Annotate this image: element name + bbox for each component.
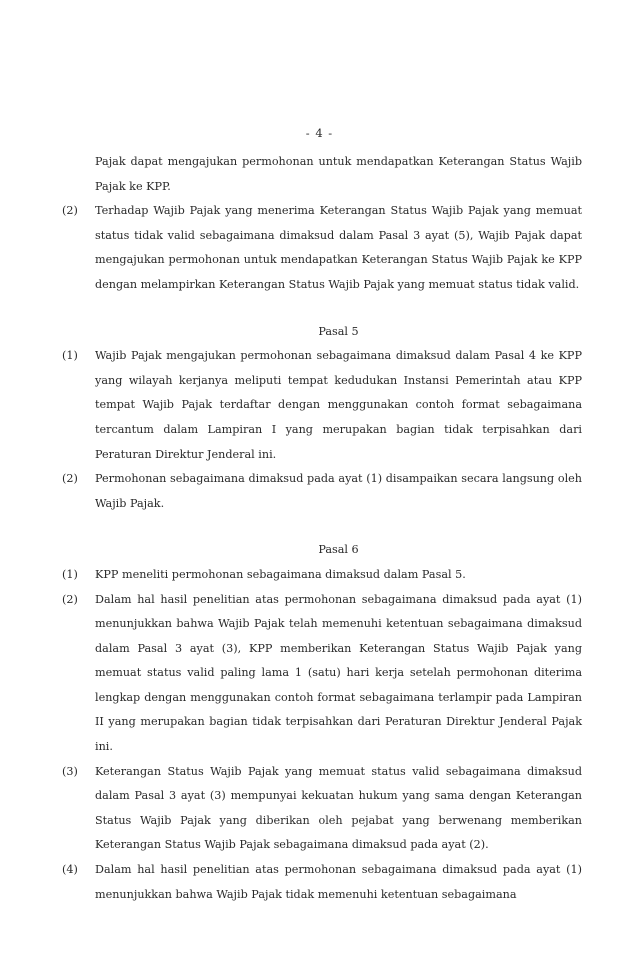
document-body: [62, 150, 582, 907]
paragraph-number: (1): [62, 567, 78, 581]
paragraph-text: Dalam hal hasil penelitian atas permohonan sebagaimana dimaksud pada ayat (1) menunjukkan bahwa Wajib Pajak telah memenuhi ketentuan sebagaimana dimaksud dalam Pasal 3 ayat (3), KPP memberikan Keterangan Status Wajib Pajak yang memuat status valid paling lama 1 (satu) hari kerja setelah permohonan diterima lengkap dengan menggunakan contoh format sebagaimana terlampir pada Lampiran II yang merupakan bagian tidak terpisahkan dari Peraturan Direktur Jenderal Pajak ini.: [95, 592, 582, 754]
paragraph-text: Keterangan Status Wajib Pajak yang memuat status valid sebagaimana dimaksud dalam Pasal 3 ayat (3) mempunyai kekuatan hukum yang sama dengan Keterangan Status Wajib Pajak yang diberikan oleh pejabat yang berwenang memberikan Keterangan Status Wajib Pajak sebagaimana dimaksud pada ayat (2).: [95, 764, 582, 852]
section-heading-pasal-5: Pasal 5: [318, 324, 359, 338]
paragraph-text: Dalam hal hasil penelitian atas permohonan sebagaimana dimaksud pada ayat (1) menunjukkan bahwa Wajib Pajak tidak memenuhi ketentuan sebagaimana: [95, 863, 582, 901]
paragraph-number: (1): [62, 349, 78, 363]
paragraph-item: [62, 588, 582, 760]
intro-text: Pajak dapat mengajukan permohonan untuk mendapatkan Keterangan Status Wajib Pajak ke KPP.: [95, 155, 582, 193]
section-heading-pasal-6: Pasal 6: [318, 543, 359, 557]
paragraph-number: (3): [62, 764, 78, 778]
page-number: - 4 -: [305, 126, 334, 140]
intro-paragraph: [62, 150, 582, 199]
paragraph-number: (2): [62, 204, 78, 218]
paragraph-item: [62, 199, 582, 297]
paragraph-number: (2): [62, 472, 78, 486]
paragraph-item: [62, 760, 582, 858]
paragraph-item: [62, 344, 582, 467]
paragraph-item: [62, 467, 582, 516]
paragraph-text: KPP meneliti permohonan sebagaimana dimaksud dalam Pasal 5.: [95, 567, 466, 581]
paragraph-text: Terhadap Wajib Pajak yang menerima Keterangan Status Wajib Pajak yang memuat status tidak valid sebagaimana dimaksud dalam Pasal 3 ayat (5), Wajib Pajak dapat mengajukan permohonan untuk mendapatkan Keterangan Status Wajib Pajak ke KPP dengan melampirkan Keterangan Status Wajib Pajak yang memuat status tidak valid.: [95, 204, 582, 291]
paragraph-number: (2): [62, 592, 78, 606]
paragraph-item: [62, 563, 582, 588]
paragraph-text: Wajib Pajak mengajukan permohonan sebagaimana dimaksud dalam Pasal 4 ke KPP yang wilayah kerjanya meliputi tempat kedudukan Instansi Pemerintah atau KPP tempat Wajib Pajak terdaftar dengan menggunakan contoh format sebagaimana tercantum dalam Lampiran I yang merupakan bagian tidak terpisahkan dari Peraturan Direktur Jenderal ini.: [95, 349, 582, 461]
paragraph-item: [62, 858, 582, 907]
paragraph-text: Permohonan sebagaimana dimaksud pada ayat (1) disampaikan secara langsung oleh Wajib Pajak.: [95, 472, 582, 510]
paragraph-number: (4): [62, 863, 78, 877]
